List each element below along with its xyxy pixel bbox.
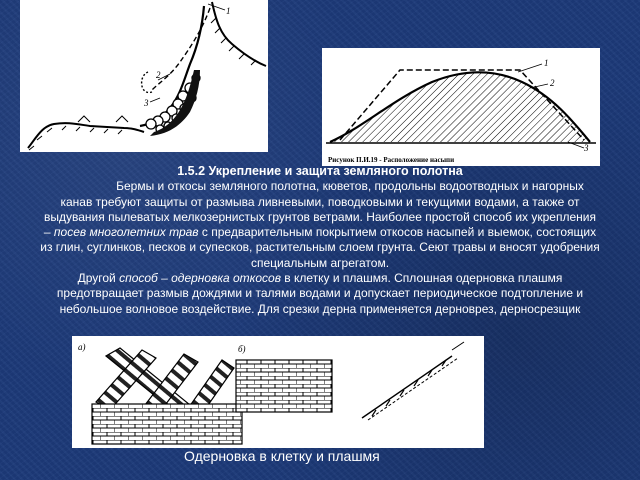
- paragraph-sodding: [40, 271, 600, 317]
- embankment-label-1: 1: [544, 58, 549, 68]
- sodding-label-a: а): [78, 342, 86, 352]
- text-block: [40, 164, 600, 317]
- ditch-label-1: 1: [226, 6, 231, 16]
- section-heading: 1.5.2 Укрепление и защита земляного полотна: [177, 164, 463, 178]
- paragraph-grass-seeding: [40, 179, 600, 271]
- paragraph-2-start: Другой: [77, 271, 116, 286]
- slide-caption: Одерновка в клетку и плашмя: [184, 448, 380, 464]
- sodding-label-b: б): [238, 344, 246, 354]
- embankment-label-3: 3: [584, 143, 589, 152]
- sodding-drawing: [72, 336, 484, 448]
- embankment-profile-figure: [322, 48, 600, 166]
- paragraph-1-end: с предварительным покрытием откосов насыпей и выемок, состоящих из глин, суглинков, песков и супесков, растительным слоем грунта. Сеют травы и вносят удобрения специальным агрегатом.: [40, 225, 600, 270]
- ditch-label-3: 3: [144, 98, 149, 108]
- paragraph-2-end: в клетку и плашмя. Сплошная одерновка плашмя предотвращает размыв дождями и талями водами и допускает периодическое подтопление и небольшое волновое воздействие. Для срезки дерна применяется дерноврез, дерносрезщик: [56, 271, 584, 316]
- embankment-figure-caption: Рисунок П.И.19 - Расположение насыпи: [328, 155, 455, 165]
- ditch-cross-section-figure: [20, 0, 268, 152]
- paragraph-1-emphasis: посев многолетних трав: [53, 225, 199, 240]
- paragraph-2-emphasis: способ – одерновка откосов: [119, 271, 281, 286]
- paragraph-1-text: Бермы и откосы земляного полотна, кюветов, продольны водоотводных и нагорных канав требуют защиты от размыва ливневыми, поводковыми и текущими водами, а также от выдувания пылеватых мелкозернистых грунтов ветрами. Наиболее простой способ их укрепления –: [43, 179, 596, 240]
- ditch-label-2: 2: [156, 70, 161, 80]
- embankment-drawing: [322, 48, 600, 152]
- embankment-label-2: 2: [550, 78, 555, 88]
- sodding-methods-figure: [72, 336, 484, 448]
- ditch-drawing: [20, 0, 268, 152]
